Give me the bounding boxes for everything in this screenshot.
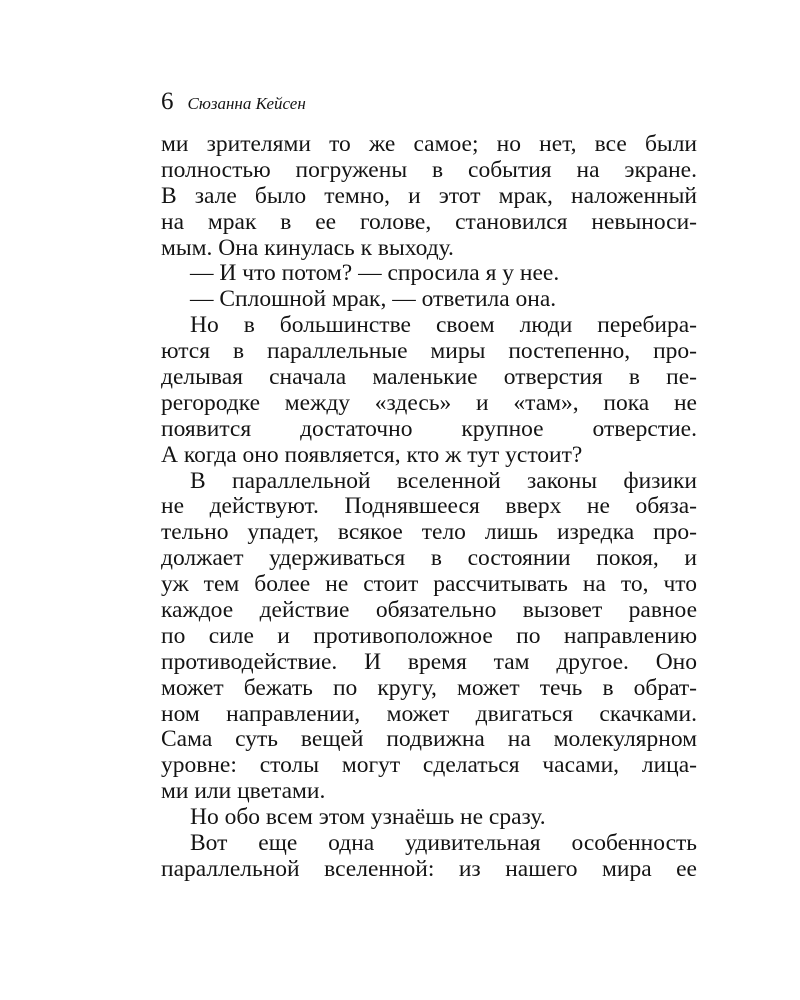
text-line: Вот еще одна удивительная особенность (190, 830, 697, 857)
text-line: на мрак в ее голове, становился невыноси- (161, 208, 697, 235)
running-title: Сюзанна Кейсен (187, 94, 306, 113)
text-line: Но обо всем этом узнаёшь не сразу. (190, 804, 546, 831)
text-line: может бежать по кругу, может течь в обрат- (161, 674, 697, 701)
text-line: регородке между «здесь» и «там», пока не (161, 389, 697, 416)
body-text (161, 132, 697, 883)
text-line: тельно упадет, всякое тело лишь изредка про- (161, 519, 697, 546)
text-line: В параллельной вселенной законы физики (190, 467, 697, 494)
book-page (161, 88, 697, 883)
text-line: противодействие. И время там другое. Оно (161, 648, 697, 675)
text-line: не действуют. Поднявшееся вверх не обяза- (161, 493, 697, 520)
page-number: 6 (161, 88, 174, 115)
text-line: ются в параллельные миры постепенно, про- (161, 338, 697, 365)
text-line: полностью погружены в события на экране. (161, 156, 697, 183)
text-line: по силе и противоположное по направлению (161, 622, 697, 649)
text-line: ном направлении, может двигаться скачками. (161, 700, 697, 727)
text-line: мым. Она кинулась к выходу. (161, 234, 454, 261)
text-line: появится достаточно крупное отверстие. (161, 415, 697, 442)
text-line: Сама суть вещей подвижна на молекулярном (161, 726, 697, 753)
text-line: ми зрителями то же самое; но нет, все были (161, 131, 697, 157)
text-line: уровне: столы могут сделаться часами, лица- (161, 752, 697, 779)
text-line: — Сплошной мрак, — ответила она. (190, 286, 557, 313)
text-line: параллельной вселенной: из нашего мира ее (161, 855, 697, 882)
text-line: делывая сначала маленькие отверстия в пе- (161, 364, 697, 391)
text-line: — И что потом? — спросила я у нее. (190, 260, 560, 287)
text-line: каждое действие обязательно вызовет равное (161, 597, 697, 624)
running-head (161, 88, 697, 118)
text-line: Но в большинстве своем люди перебира- (190, 312, 697, 339)
text-line: ми или цветами. (161, 778, 326, 805)
text-line: В зале было темно, и этот мрак, наложенный (161, 182, 697, 209)
text-line: А когда оно появляется, кто ж тут устоит? (161, 441, 583, 468)
text-line: должает удерживаться в состоянии покоя, и (161, 545, 697, 572)
text-line: уж тем более не стоит рассчитывать на то, что (161, 571, 697, 598)
